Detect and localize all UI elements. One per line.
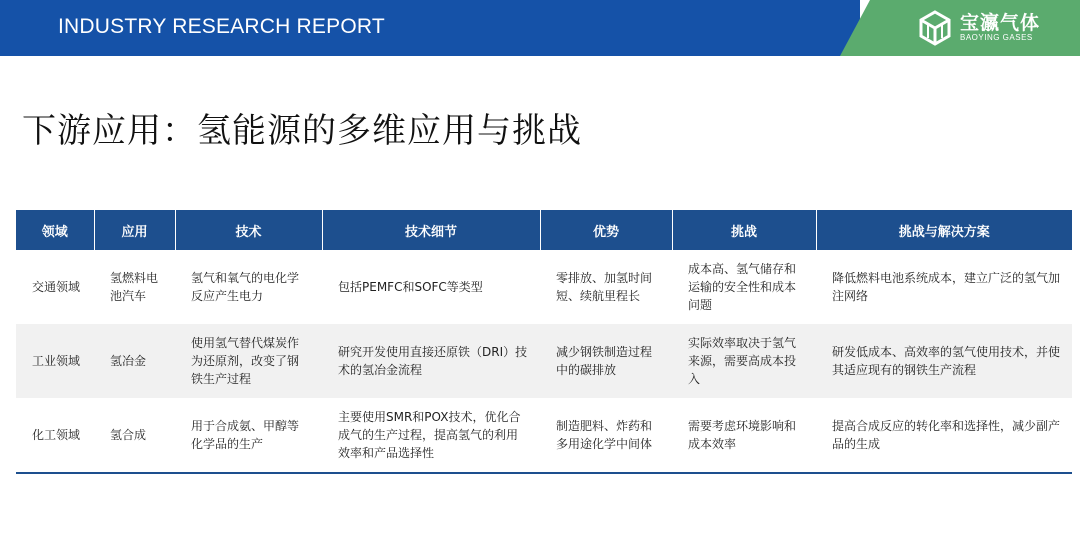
column-header-domain: 领域 [16, 210, 94, 250]
table-cell: 工业领域 [16, 324, 94, 398]
header-bar [0, 0, 1080, 56]
table-cell: 成本高、氢气储存和运输的安全性和成本问题 [688, 262, 797, 312]
application-table [16, 210, 1072, 474]
table-cell: 减少钢铁制造过程中的碳排放 [540, 324, 672, 398]
cube-logo-icon [918, 10, 952, 46]
table-cell: 提高合成反应的转化率和选择性，减少副产品的生成 [816, 398, 1072, 473]
table-header-row [16, 210, 1072, 250]
table-row [16, 398, 1072, 473]
table-cell: 零排放、加氢时间短、续航里程长 [556, 271, 653, 303]
table-cell: 交通领域 [32, 280, 81, 294]
column-header-tech-details: 技术细节 [322, 210, 540, 250]
table-cell: 包括PEMFC和SOFC等类型 [338, 280, 483, 294]
table-cell: 研发低成本、高效率的氢气使用技术，并使其适应现有的钢铁生产流程 [816, 324, 1072, 398]
report-title: INDUSTRY RESEARCH REPORT [58, 15, 385, 38]
table-cell: 化工领域 [16, 398, 94, 473]
table-row [16, 250, 1072, 324]
logo-english-name: BAOYING GASES [960, 33, 1033, 42]
page-title: 下游应用：氢能源的多维应用与挑战 [22, 111, 582, 151]
column-header-solutions: 挑战与解决方案 [816, 210, 1072, 250]
table-cell: 研究开发使用直接还原铁（DRI）技术的氢冶金流程 [322, 324, 540, 398]
table-cell: 用于合成氨、甲醇等化学品的生产 [175, 398, 322, 473]
table-cell: 降低燃料电池系统成本，建立广泛的氢气加注网络 [832, 271, 1061, 303]
table-cell: 氢燃料电池汽车 [110, 271, 159, 303]
table-cell: 需要考虑环境影响和成本效率 [672, 398, 816, 473]
table-cell: 制造肥料、炸药和多用途化学中间体 [540, 398, 672, 473]
company-logo [918, 10, 1040, 46]
column-header-application: 应用 [94, 210, 175, 250]
logo-chinese-name: 宝瀛气体 [960, 12, 1041, 34]
table-cell: 氢冶金 [94, 324, 175, 398]
column-header-advantages: 优势 [540, 210, 672, 250]
table-row [16, 324, 1072, 398]
table-cell: 氢合成 [94, 398, 175, 473]
table-cell: 实际效率取决于氢气来源，需要高成本投入 [672, 324, 816, 398]
column-header-challenges: 挑战 [672, 210, 816, 250]
column-header-technology: 技术 [175, 210, 322, 250]
table-cell: 氢气和氧气的电化学反应产生电力 [191, 271, 300, 303]
table-cell: 主要使用SMR和POX技术，优化合成气的生产过程，提高氢气的利用效率和产品选择性 [322, 398, 540, 473]
table-cell: 使用氢气替代煤炭作为还原剂，改变了钢铁生产过程 [175, 324, 322, 398]
